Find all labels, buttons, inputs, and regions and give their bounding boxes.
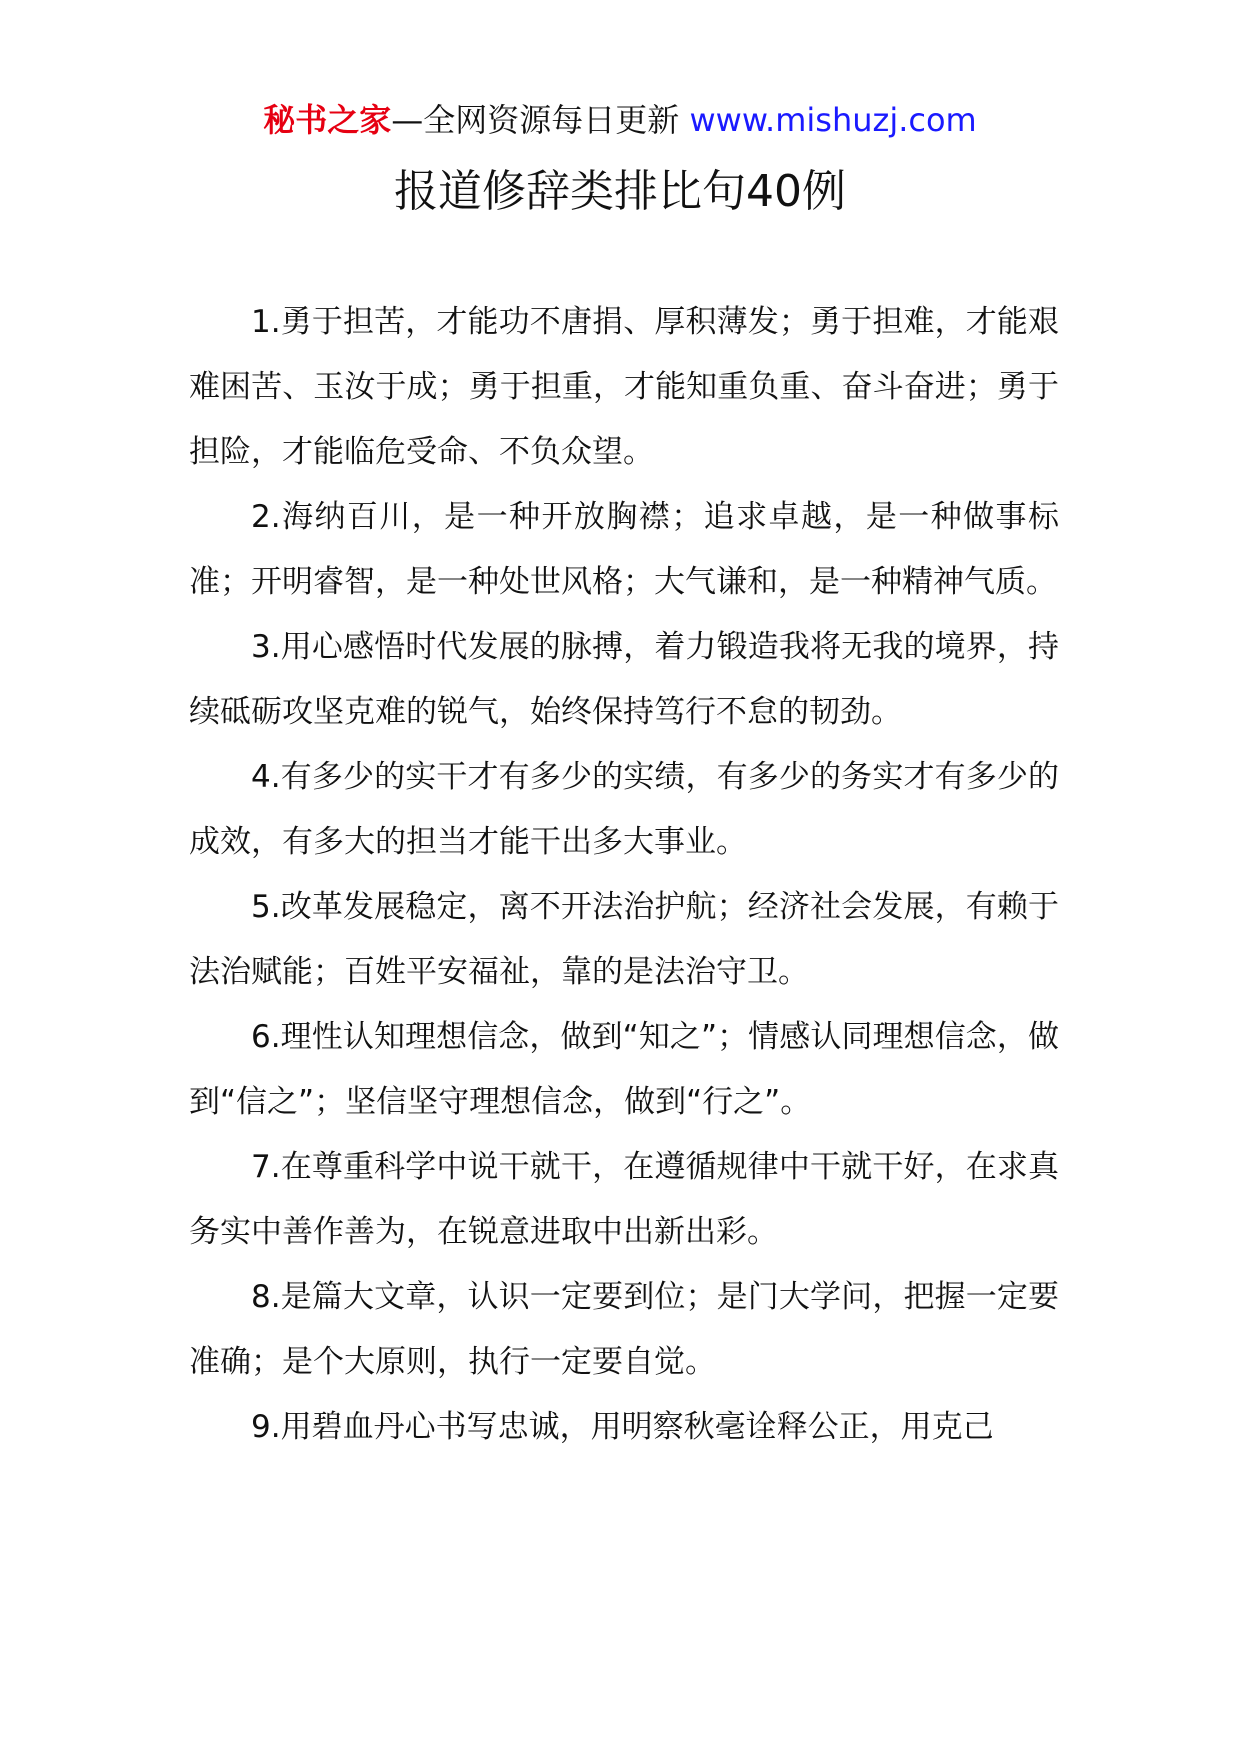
- paragraph-8: 8.是篇大文章，认识一定要到位；是门大学问，把握一定要准确；是个大原则，执行一定要自觉。: [189, 1279, 1059, 1380]
- document-title: 报道修辞类排比句40例: [394, 166, 846, 217]
- document-body: [189, 290, 1059, 1460]
- site-header: [0, 98, 1240, 142]
- paragraph-1: 1.勇于担苦，才能功不唐捐、厚积薄发；勇于担难，才能艰难困苦、玉汝于成；勇于担重，才能知重负重、奋斗奋进；勇于担险，才能临危受命、不负众望。: [189, 304, 1059, 470]
- paragraph-5: 5.改革发展稳定，离不开法治护航；经济社会发展，有赖于法治赋能；百姓平安福祉，靠的是法治守卫。: [189, 889, 1059, 990]
- site-url-link[interactable]: www.mishuzj.com: [689, 101, 977, 139]
- paragraph-4: 4.有多少的实干才有多少的实绩，有多少的务实才有多少的成效，有多大的担当才能干出多大事业。: [189, 759, 1059, 860]
- brand-name: 秘书之家: [263, 101, 392, 139]
- paragraph-6: 6.理性认知理想信念，做到“知之”；情感认同理想信念，做到“信之”；坚信坚守理想信念，做到“行之”。: [189, 1019, 1059, 1120]
- header-tagline: —全网资源每日更新: [391, 101, 680, 139]
- paragraph-7: 7.在尊重科学中说干就干，在遵循规律中干就干好，在求真务实中善作善为，在锐意进取中出新出彩。: [189, 1149, 1059, 1250]
- paragraph-9: 9.用碧血丹心书写忠诚，用明察秋毫诠释公正，用克己: [251, 1409, 994, 1445]
- paragraph-2: 2.海纳百川，是一种开放胸襟；追求卓越，是一种做事标准；开明睿智，是一种处世风格；大气谦和，是一种精神气质。: [189, 499, 1059, 600]
- paragraph-3: 3.用心感悟时代发展的脉搏，着力锻造我将无我的境界，持续砥砺攻坚克难的锐气，始终保持笃行不怠的韧劲。: [189, 629, 1059, 730]
